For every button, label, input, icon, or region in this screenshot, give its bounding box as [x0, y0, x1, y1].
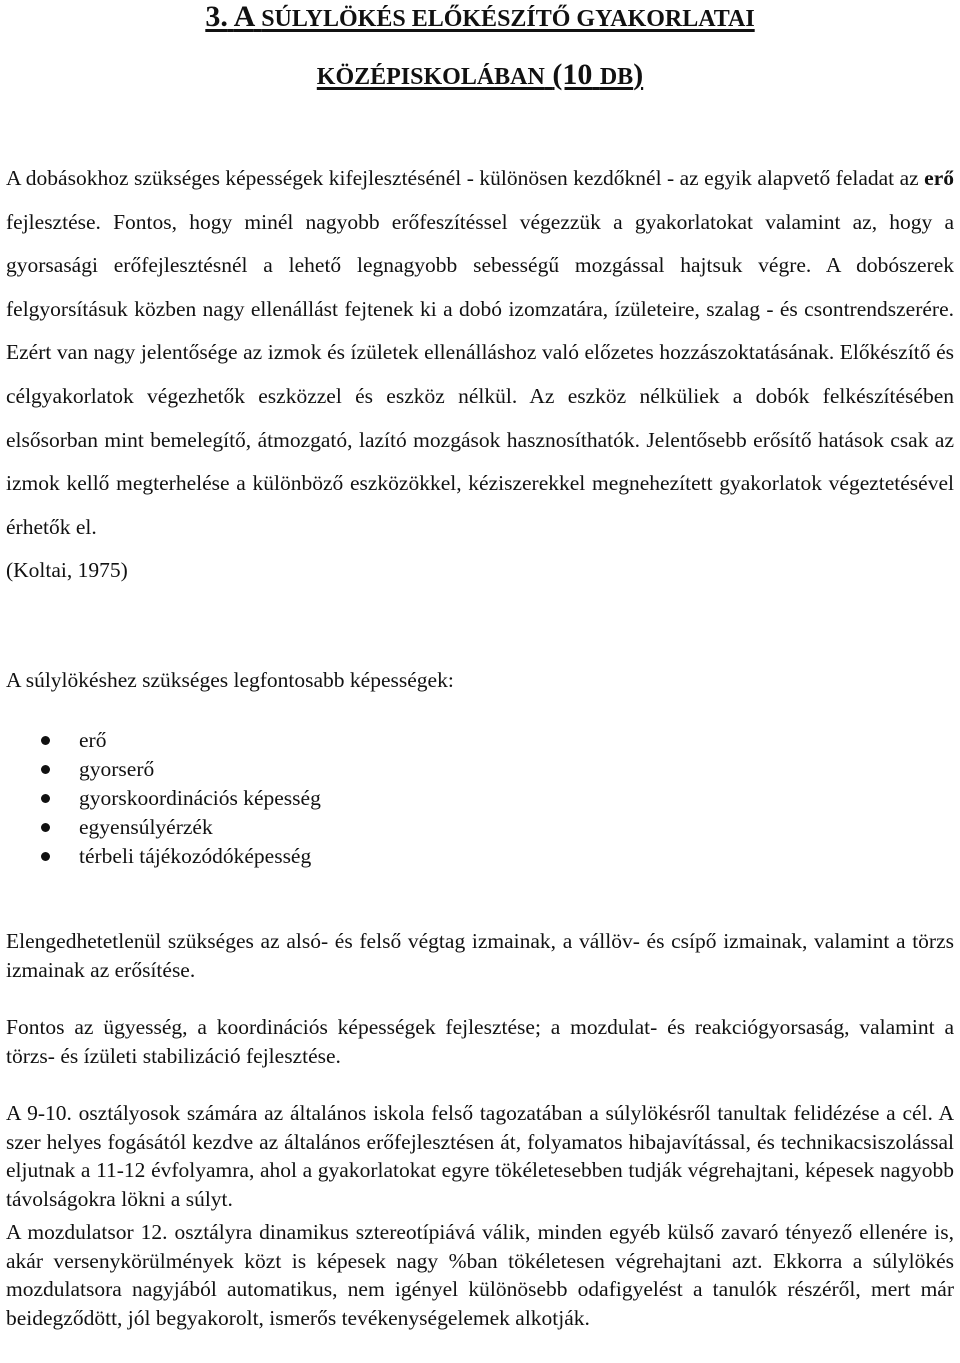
title-initial: A [233, 0, 254, 33]
subtitle-unit: DB [599, 64, 634, 90]
citation: (Koltai, 1975) [6, 558, 128, 583]
paragraph-automation: A mozdulatsor 12. osztályra dinamikus sztereotípiává válik, minden egyéb külső zavaró tényező ellenére is, akár versenykörülmények közt is képesek nagy %ban tökéletesen végrehajtani azt. Ekkorra a súlylökés mozdulatsora nagyjából automatikus, nem igényel különösebb odafigyelést a tanulók részéről, mert már beidegződött, jól begyakorolt, ismerős tevékenységelemek alkotják. [6, 1220, 954, 1330]
subtitle-word: KÖZÉPISKOLÁBAN [316, 64, 545, 90]
intro-text-rest: fejlesztése. Fontos, hogy minél nagyobb erőfeszítéssel végezzük a gyakorlatokat valamint az, hogy a gyorsasági erőfejlesztésnél a lehető legnagyobb sebességű mozgással hajtsuk végre. A dobószerek felgyorsításuk közben nagy ellenállást fejtenek ki a dobó izomzatára, ízületeire, szalag - és csontrendszerére. Ezért van nagy jelentősége az izmok és ízületek ellenálláshoz való előzetes hozzászoktatásának. Előkészítő és célgyakorlatok végezhetők eszközzel és eszköz nélkül. Az eszköz nélküliek a dobók felkészítésében elsősorban mint bemelegítő, átmozgató, lazító mozgások hasznosíthatók. Jelentősebb erősítő hatások csak az izmok kellő megterhelése a különböző eszközökkel, kéziszerekkel megnehezített gyakorlatok végeztetésével érhetők el. [6, 209, 954, 539]
list-item: egyensúlyérzék [36, 813, 321, 842]
paragraph-coordination: Fontos az ügyesség, a koordinációs képességek fejlesztése; a mozdulat- és reakciógyorsaság, valamint a törzs- és ízületi stabilizáció fejlesztése. [6, 1015, 954, 1068]
paragraph-strength: Elengedhetetlenül szükséges az alsó- és felső végtag izmainak, a vállöv- és csípő izmainak, valamint a törzs izmainak az erősítése. [6, 929, 954, 982]
intro-text-start: A dobásokhoz szükséges képességek kifejlesztésénél - különösen kezdőknél - az egyik alapvető feladat az [6, 166, 925, 190]
abilities-lead: A súlylökéshez szükséges legfontosabb képességek: [6, 668, 454, 692]
subtitle-count: (10 [552, 58, 593, 91]
section-title [0, 0, 960, 34]
abilities-list [36, 726, 321, 871]
intro-bold-word: erő [924, 166, 954, 190]
list-item: gyorserő [36, 755, 321, 784]
list-item: gyorskoordinációs képesség [36, 784, 321, 813]
subtitle-close: ) [633, 58, 644, 91]
intro-paragraph [6, 157, 954, 593]
list-item: erő [36, 726, 321, 755]
title-number: 3. [205, 0, 228, 33]
title-main: SÚLYLÖKÉS ELŐKÉSZÍTŐ GYAKORLATAI [261, 6, 755, 32]
paragraph-grades: A 9-10. osztályosok számára az általános iskola felső tagozatában a súlylökésről tanultak felidézése a cél. A szer helyes fogásától kezdve az általános erőfejlesztésen át, folyamatos hibajavítással, és technikacsiszolással eljutnak a 11-12 évfolyamra, ahol a gyakorlatokat egyre tökéletesebben tudják végrehajtani, képesek nagyobb távolságokra lökni a súlyt. [6, 1101, 954, 1211]
section-subtitle [0, 58, 960, 92]
list-item: térbeli tájékozódóképesség [36, 842, 321, 871]
